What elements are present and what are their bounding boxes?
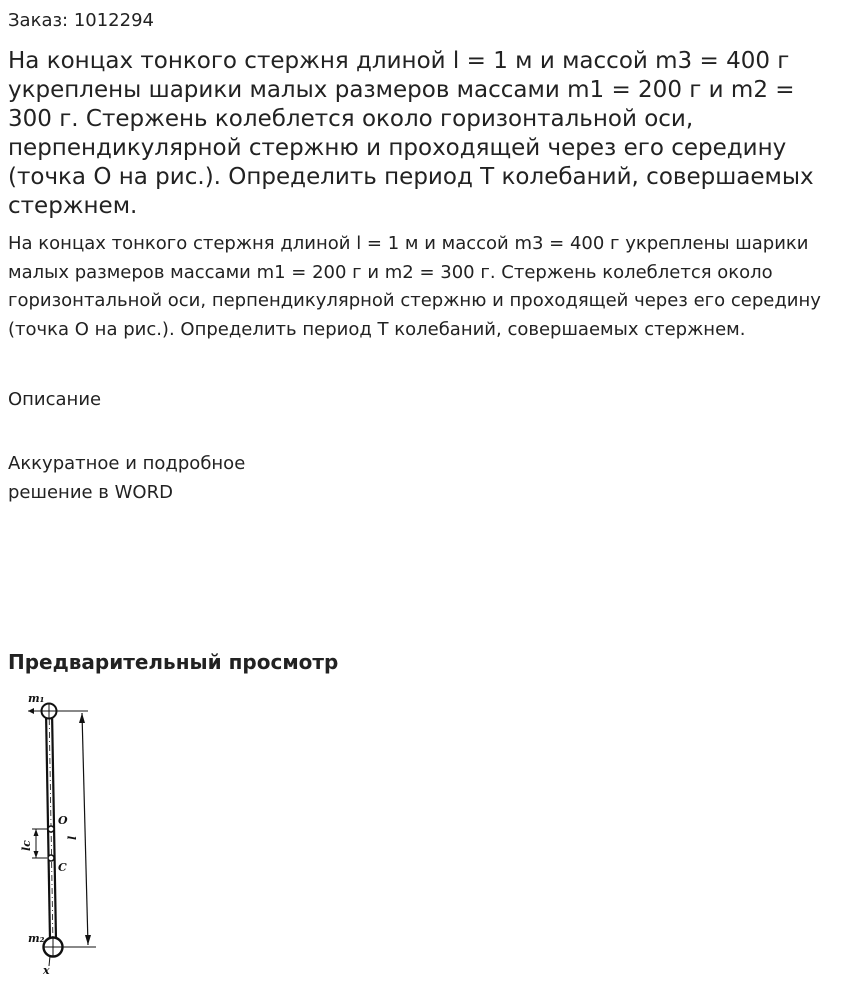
preview-figure <box>18 688 108 980</box>
label-lc: lc <box>20 840 33 851</box>
description-line-2: решение в WORD <box>8 482 173 503</box>
problem-text: На концах тонкого стержня длиной l = 1 м и массой m3 = 400 г укреплены шарики малых размеров массами m1 = 200 г и m2 = 300 г. Стержень колеблется около горизонтальной оси, перпендикулярной стержню и проходящей через его середину (точка O на рис.). Определить период T колебаний, совершаемых стержнем. <box>8 233 821 340</box>
lc-arrow-top <box>34 829 39 836</box>
label-m1: m₁ <box>28 692 45 705</box>
label-o: O <box>58 814 68 827</box>
preview-heading: Предварительный просмотр <box>8 650 339 674</box>
description-text <box>8 449 288 507</box>
description-line-1: Аккуратное и подробное <box>8 453 246 474</box>
ball-m1-arrow-head <box>28 708 34 714</box>
order-number: Заказ: 1012294 <box>8 10 154 31</box>
pendulum-rod-diagram <box>18 688 108 980</box>
description-label: Описание <box>8 389 102 410</box>
length-arrow-bottom <box>85 935 91 945</box>
page-title: На концах тонкого стержня длиной l = 1 м и массой m3 = 400 г укреплены шарики малых размеров массами m1 = 200 г и m2 = 300 г. Стержень колеблется около горизонтальной оси, перпендикулярной стержню и проходящей через его середину (точка O на рис.). Определить период T колебаний, совершаемых стержнем. <box>8 48 814 219</box>
point-c <box>48 855 54 861</box>
lc-arrow-bottom <box>34 851 39 858</box>
label-c: C <box>58 861 67 874</box>
label-x: x <box>43 964 50 977</box>
label-l: l <box>66 835 79 840</box>
length-dimension <box>82 713 88 945</box>
label-m2: m₂ <box>28 932 45 945</box>
point-o <box>48 826 54 832</box>
length-arrow-top <box>79 713 85 723</box>
